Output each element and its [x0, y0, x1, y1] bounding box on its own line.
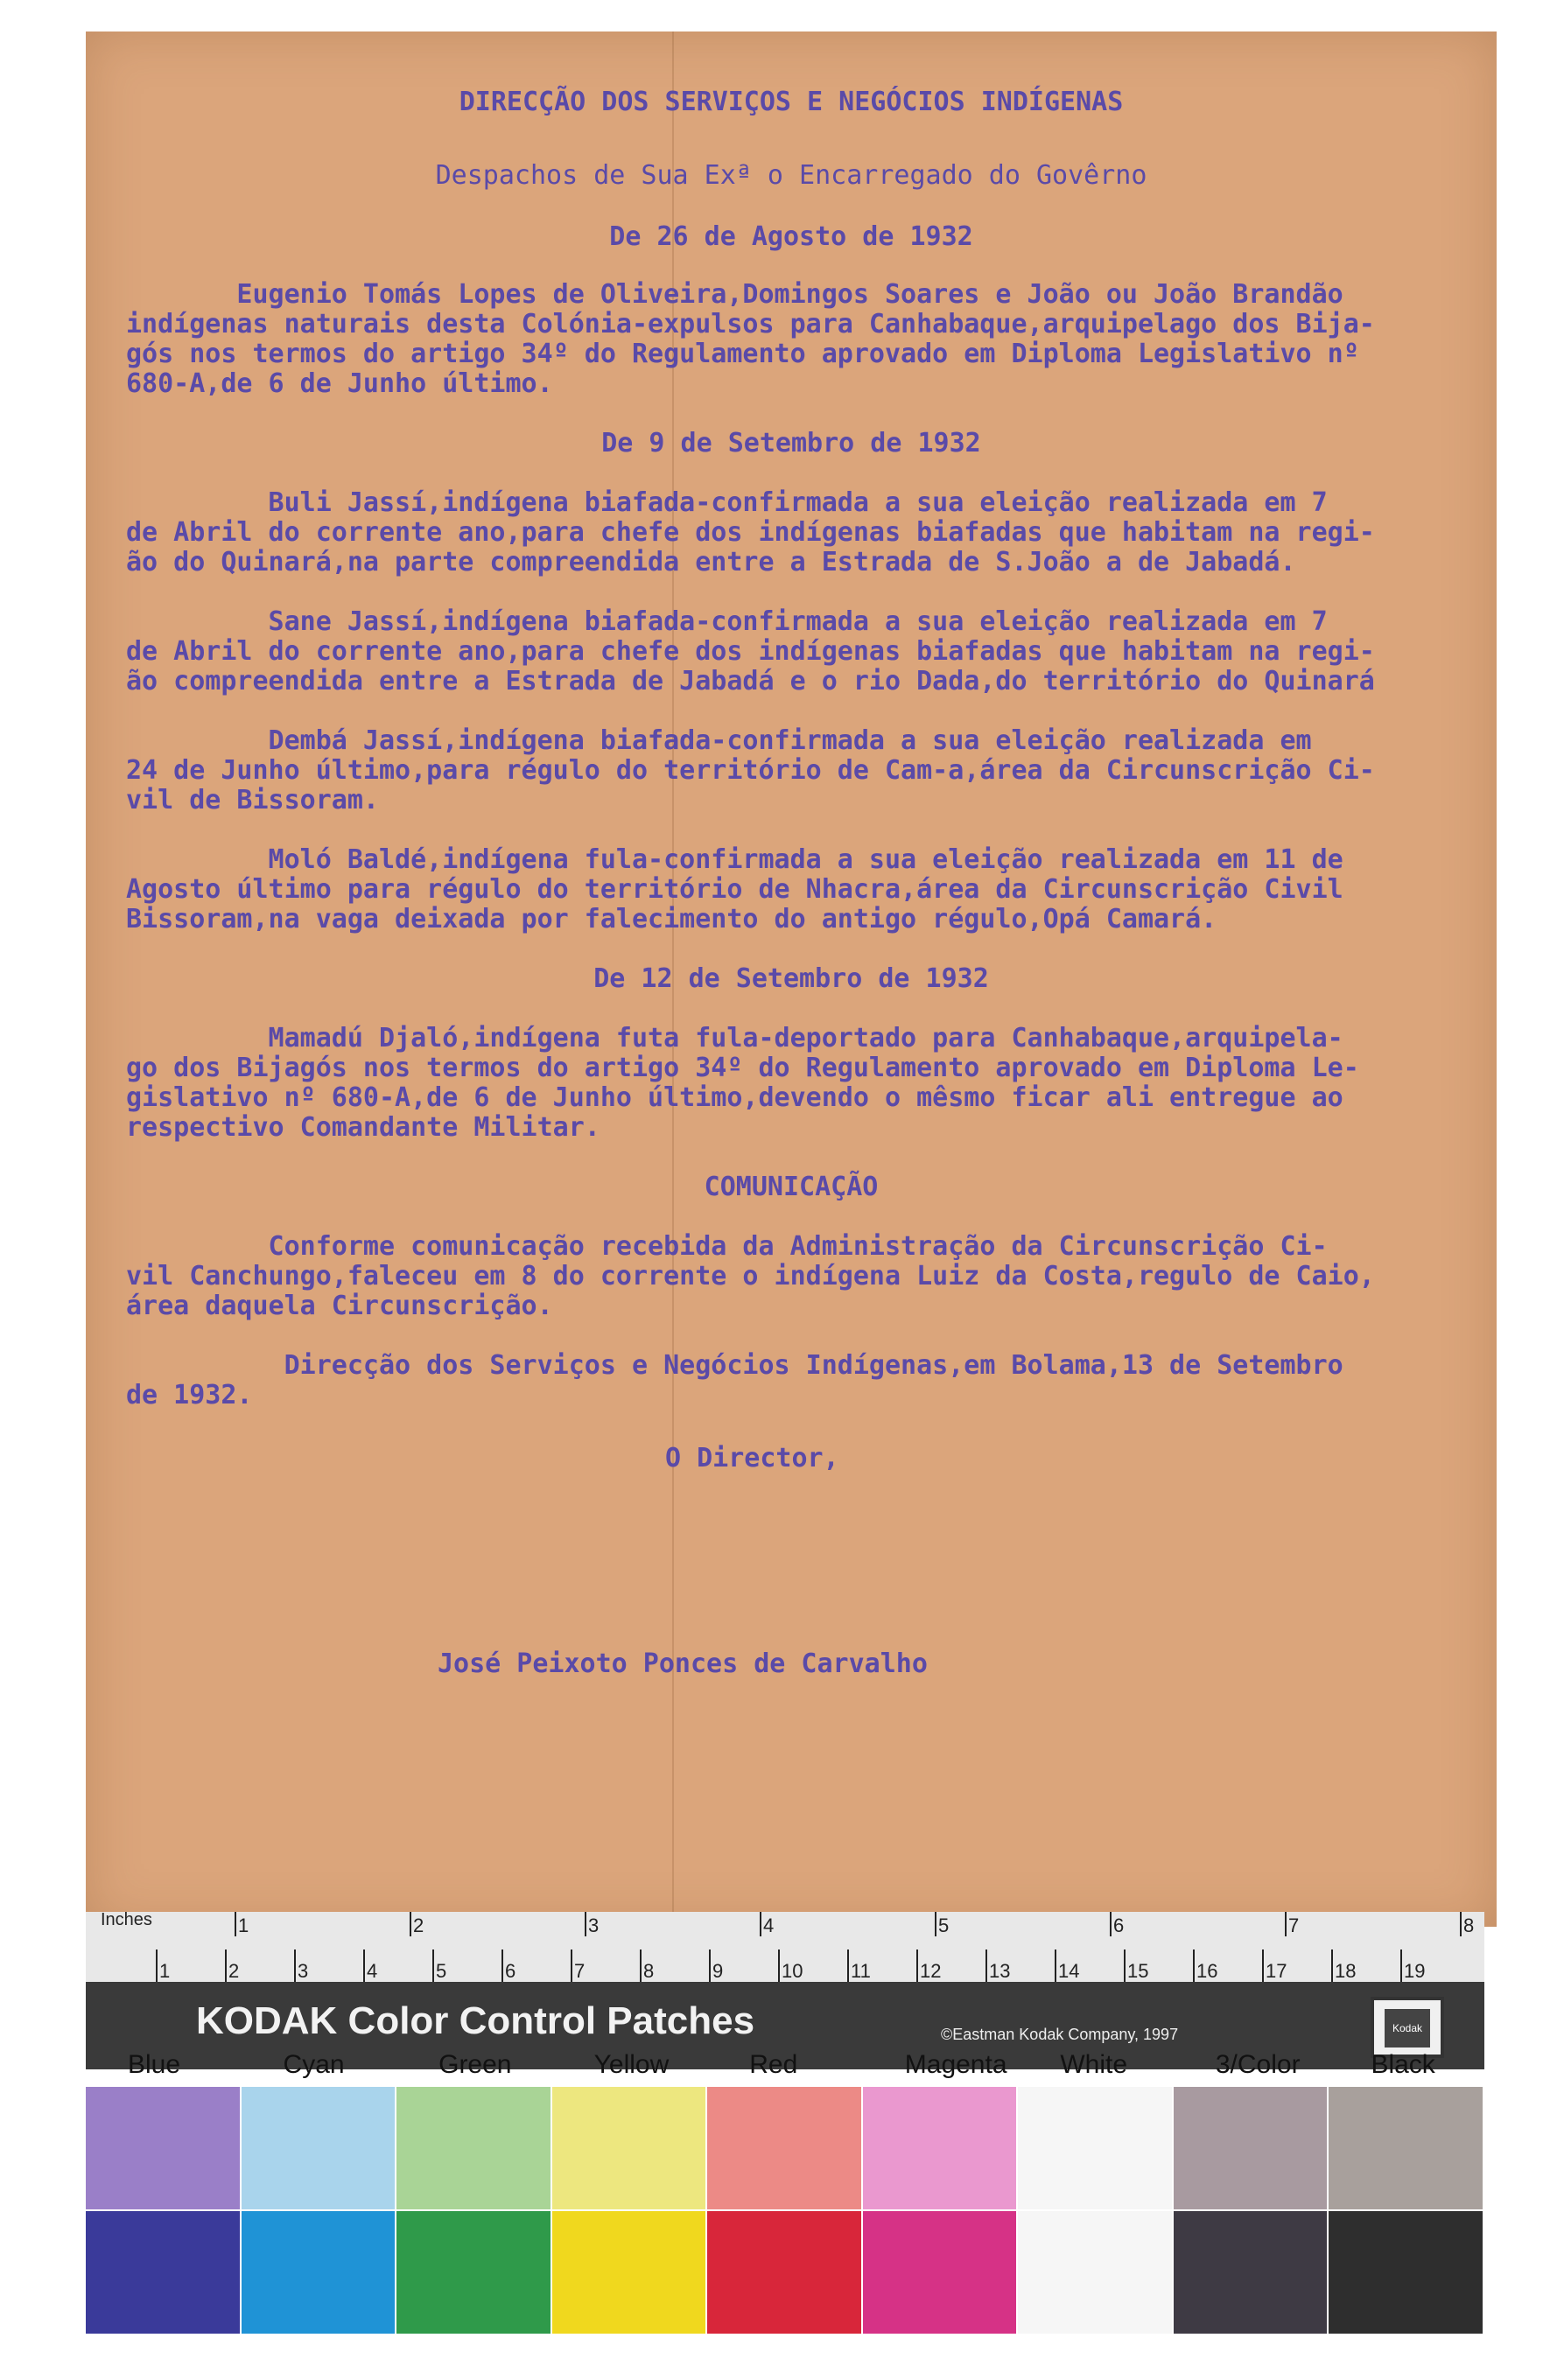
paragraph-7-line-3: área daquela Circunscrição. — [126, 1291, 553, 1321]
inch-tick-label: 6 — [1113, 1914, 1125, 1936]
cm-tick-label: 4 — [367, 1960, 378, 1982]
patch-bottom — [1018, 2211, 1172, 2334]
paragraph-3-line-3: ão compreendida entre a Estrada de Jabadá e o rio Dada,do território do Quinará — [126, 666, 1375, 696]
cm-tick — [1055, 1950, 1056, 1984]
paragraph-6-line-2: go dos Bijagós nos termos do artigo 34º do Regulamento aprovado em Diploma Le- — [126, 1053, 1359, 1083]
paragraph-1-line-2: indígenas naturais desta Colónia-expulsos para Canhabaque,arquipelago dos Bija- — [126, 309, 1375, 340]
patch-label: 3/Color — [1215, 2050, 1301, 2079]
patch-label: Magenta — [904, 2050, 1007, 2079]
director-signature-name: José Peixoto Ponces de Carvalho — [438, 1648, 928, 1679]
cm-tick — [156, 1950, 158, 1984]
patch-bottom — [863, 2211, 1017, 2334]
cm-tick-label: 9 — [712, 1960, 724, 1982]
cm-tick — [1124, 1950, 1126, 1984]
patch-label: Red — [749, 2050, 798, 2079]
kodak-logo — [1371, 1997, 1444, 2058]
cm-tick — [709, 1950, 711, 1984]
paragraph-6-line-4: respectivo Comandante Militar. — [126, 1112, 600, 1143]
closing-line-2: de 1932. — [126, 1380, 253, 1410]
cm-tick-label: 12 — [920, 1960, 942, 1982]
patch-top — [1329, 2087, 1483, 2209]
cm-tick — [432, 1950, 434, 1984]
document-subheader: Despachos de Sua Exª o Encarregado do Govêrno — [435, 160, 1147, 191]
patch-bottom — [552, 2211, 706, 2334]
cm-tick-label: 19 — [1404, 1960, 1426, 1982]
inch-tick — [1285, 1912, 1287, 1936]
paragraph-2-line-3: ão do Quinará,na parte compreendida entre a Estrada de S.João a de Jabadá. — [126, 547, 1296, 578]
paragraph-1-line-4: 680-A,de 6 de Junho último. — [126, 368, 553, 399]
cm-tick — [1193, 1950, 1195, 1984]
cm-tick-label: 16 — [1196, 1960, 1218, 1982]
inch-tick — [235, 1912, 236, 1936]
patch-top — [396, 2087, 551, 2209]
patch-label: White — [1060, 2050, 1128, 2079]
inch-tick — [1110, 1912, 1112, 1936]
cm-tick-label: 3 — [298, 1960, 309, 1982]
cm-tick — [847, 1950, 849, 1984]
cm-tick-label: 15 — [1127, 1960, 1149, 1982]
patch-label: Blue — [128, 2050, 181, 2079]
paragraph-4-line-2: 24 de Junho último,para régulo do território de Cam-a,área da Circunscrição Ci- — [126, 755, 1375, 786]
patch-bottom — [242, 2211, 396, 2334]
paragraph-4-line-1: Dembá Jassí,indígena biafada-confirmada a sua eleição realizada em — [126, 725, 1312, 756]
paragraph-5-line-1: Moló Baldé,indígena fula-confirmada a sua eleição realizada em 11 de — [126, 844, 1343, 875]
inch-tick-label: 7 — [1288, 1914, 1300, 1936]
cm-tick-label: 11 — [851, 1960, 871, 1982]
patch-bottom — [396, 2211, 551, 2334]
date-heading-1: De 26 de Agosto de 1932 — [609, 221, 973, 252]
inch-tick — [585, 1912, 586, 1936]
inch-tick-label: 1 — [238, 1914, 249, 1936]
closing-line-1: Direcção dos Serviços e Negócios Indígenas,em Bolama,13 de Setembro — [126, 1350, 1343, 1381]
inch-tick-label: 2 — [413, 1914, 424, 1936]
paragraph-5-line-3: Bissoram,na vaga deixada por falecimento do antigo régulo,Opá Camará. — [126, 904, 1217, 934]
cm-tick — [501, 1950, 503, 1984]
paragraph-1-line-3: gós nos termos do artigo 34º do Regulamento aprovado em Diploma Legislativo nº — [126, 339, 1359, 369]
cm-tick-label: 7 — [574, 1960, 586, 1982]
inch-tick — [1460, 1912, 1462, 1936]
paragraph-7-line-1: Conforme comunicação recebida da Administração da Circunscrição Ci- — [126, 1231, 1328, 1262]
inch-tick-label: 3 — [588, 1914, 600, 1936]
paragraph-5-line-2: Agosto último para régulo do território de Nhacra,área da Circunscrição Civil — [126, 874, 1343, 905]
cm-tick-label: 8 — [643, 1960, 655, 1982]
cm-tick-label: 13 — [989, 1960, 1011, 1982]
paragraph-3-line-1: Sane Jassí,indígena biafada-confirmada a sua eleição realizada em 7 — [126, 606, 1328, 637]
patch-top — [552, 2087, 706, 2209]
cm-tick-label: 10 — [782, 1960, 803, 1982]
inch-tick-label: 4 — [763, 1914, 775, 1936]
cm-tick-label: 18 — [1335, 1960, 1357, 1982]
paragraph-6-line-3: gislativo nº 680-A,de 6 de Junho último,devendo o mêsmo ficar ali entregue ao — [126, 1082, 1343, 1113]
cm-tick — [1400, 1950, 1402, 1984]
cm-tick-label: 5 — [436, 1960, 447, 1982]
cm-tick — [778, 1950, 780, 1984]
patch-label: Black — [1371, 2050, 1435, 2079]
cm-tick — [640, 1950, 642, 1984]
paragraph-2-line-2: de Abril do corrente ano,para chefe dos indígenas biafadas que habitam na regi- — [126, 517, 1375, 548]
cm-tick — [225, 1950, 227, 1984]
kodak-logo-text: Kodak — [1385, 2009, 1430, 2048]
patch-label: Yellow — [593, 2050, 670, 2079]
cm-tick — [985, 1950, 987, 1984]
cm-tick — [571, 1950, 572, 1984]
kodak-copyright: ©Eastman Kodak Company, 1997 — [941, 2026, 1179, 2043]
patch-label: Green — [438, 2050, 512, 2079]
kodak-banner-title: KODAK Color Control Patches — [196, 1999, 755, 2042]
inches-label: Inches — [101, 1910, 152, 1929]
inch-tick — [760, 1912, 761, 1936]
patch-bottom — [86, 2211, 240, 2334]
patch-label: Cyan — [283, 2050, 345, 2079]
cm-tick-label: 14 — [1058, 1960, 1080, 1982]
communication-heading: COMUNICAÇÃO — [704, 1172, 879, 1202]
inch-tick — [410, 1912, 411, 1936]
document-header: DIRECÇÃO DOS SERVIÇOS E NEGÓCIOS INDÍGENAS — [459, 87, 1124, 117]
paragraph-6-line-1: Mamadú Djaló,indígena futa fula-deportado para Canhabaque,arquipela- — [126, 1023, 1343, 1054]
cm-tick — [1262, 1950, 1264, 1984]
patch-top — [863, 2087, 1017, 2209]
patch-top — [1018, 2087, 1172, 2209]
inch-tick-label: 5 — [938, 1914, 950, 1936]
patch-bottom — [1329, 2211, 1483, 2334]
date-heading-3: De 12 de Setembro de 1932 — [593, 963, 989, 994]
cm-tick-label: 17 — [1266, 1960, 1287, 1982]
cm-tick — [1331, 1950, 1333, 1984]
inch-tick-label: 8 — [1463, 1914, 1475, 1936]
patch-top — [707, 2087, 861, 2209]
cm-tick-label: 2 — [228, 1960, 240, 1982]
patch-top — [86, 2087, 240, 2209]
inch-tick — [935, 1912, 936, 1936]
paragraph-1-line-1: Eugenio Tomás Lopes de Oliveira,Domingos Soares e João ou João Brandão — [126, 279, 1343, 310]
date-heading-2: De 9 de Setembro de 1932 — [601, 428, 981, 458]
paragraph-4-line-3: vil de Bissoram. — [126, 785, 379, 816]
director-title: O Director, — [665, 1443, 839, 1474]
patch-bottom — [1174, 2211, 1328, 2334]
cm-tick-label: 6 — [505, 1960, 516, 1982]
cm-tick — [916, 1950, 918, 1984]
paragraph-7-line-2: vil Canchungo,faleceu em 8 do corrente o indígena Luiz da Costa,regulo de Caio, — [126, 1261, 1375, 1292]
patch-top — [1174, 2087, 1328, 2209]
cm-tick — [294, 1950, 296, 1984]
patch-top — [242, 2087, 396, 2209]
patch-bottom — [707, 2211, 861, 2334]
paragraph-3-line-2: de Abril do corrente ano,para chefe dos indígenas biafadas que habitam na regi- — [126, 636, 1375, 667]
cm-tick — [363, 1950, 365, 1984]
paragraph-2-line-1: Buli Jassí,indígena biafada-confirmada a sua eleição realizada em 7 — [126, 487, 1328, 518]
cm-tick-label: 1 — [159, 1960, 171, 1982]
